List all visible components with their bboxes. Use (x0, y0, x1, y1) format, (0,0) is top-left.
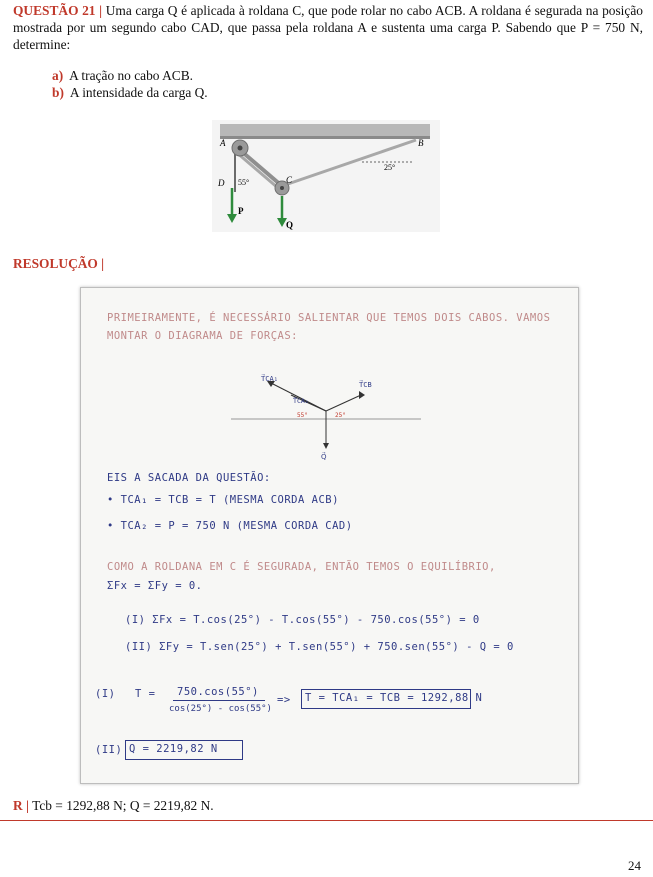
fbd-angle-55: 55° (297, 412, 308, 419)
bullet-1: • TCA₁ = TCB = T (MESMA CORDA ACB) (107, 494, 339, 506)
solution-numerator: 750.cos(55°) (177, 686, 259, 698)
question-label: QUESTÃO 21 | (13, 3, 103, 18)
bullet-2: • TCA₂ = P = 750 N (MESMA CORDA CAD) (107, 520, 353, 532)
equil-line-1: COMO A ROLDANA EM C É SEGURADA, ENTÃO TEMOS O EQUILÍBRIO, (107, 561, 496, 573)
solution-denominator: cos(25°) - cos(55°) (169, 704, 272, 714)
equation-1: (I) ΣFx = T.cos(25°) - T.cos(55°) - 750.cos(55°) = 0 (125, 614, 480, 626)
intro-line-1: PRIMEIRAMENTE, É NECESSÁRIO SALIENTAR QUE TEMOS DOIS CABOS. VAMOS (107, 312, 551, 324)
equation-2: (II) ΣFy = T.sen(25°) + T.sen(55°) + 750.sen(55°) - Q = 0 (125, 641, 514, 653)
question-text (13, 2, 643, 53)
solution-arrow: => (277, 694, 291, 706)
label-p: P (238, 206, 244, 216)
answer-text: Tcb = 1292,88 N; Q = 2219,82 N. (32, 798, 214, 813)
fbd-q: Q⃗ (321, 453, 327, 461)
result-q: Q = 2219,82 N (129, 743, 218, 755)
question-items (52, 67, 208, 101)
fbd-tca2: T⃗CA₂ (293, 397, 309, 405)
intro-line-2: MONTAR O DIAGRAMA DE FORÇAS: (107, 330, 299, 342)
trick-title: EIS A SACADA DA QUESTÃO: (107, 472, 271, 484)
resolution-heading: RESOLUÇÃO | (13, 256, 105, 271)
solution-label: (I) (95, 688, 116, 700)
angle-55: 55° (238, 178, 250, 187)
fbd-tcb: T⃗CB (359, 381, 372, 389)
q-label: (II) (95, 744, 123, 756)
handwritten-solution-photo (80, 287, 579, 784)
equil-line-2: ΣFx = ΣFy = 0. (107, 580, 203, 592)
angle-25: 25° (384, 163, 396, 172)
fbd-tca1: T⃗CA₁ (261, 375, 278, 383)
label-c: C (286, 175, 293, 185)
result-t: T = TCA₁ = TCB = 1292,88 N (305, 692, 483, 704)
question-body: Uma carga Q é aplicada à roldana C, que pode rolar no cabo ACB. A roldana é segurada na posição mostrada por um segundo cabo CAD, que passa pela roldana A e sustenta uma carga P. Sabendo que P = 750 N, determine: (13, 3, 643, 52)
free-body-diagram (231, 373, 421, 463)
label-a: A (220, 138, 226, 148)
final-answer (13, 798, 214, 814)
item-a: a) A tração no cabo ACB. (52, 68, 193, 83)
item-b: b) A intensidade da carga Q. (52, 85, 208, 100)
fbd-angle-25: 25° (335, 412, 346, 419)
divider (0, 820, 653, 821)
label-b: B (418, 138, 424, 148)
label-q: Q (286, 220, 294, 230)
answer-label: R | (13, 798, 29, 813)
page-number: 24 (628, 858, 641, 873)
fraction-bar (173, 700, 265, 701)
label-d: D (218, 178, 225, 188)
solution-lhs: T = (135, 688, 156, 700)
pulley-figure (212, 120, 440, 232)
